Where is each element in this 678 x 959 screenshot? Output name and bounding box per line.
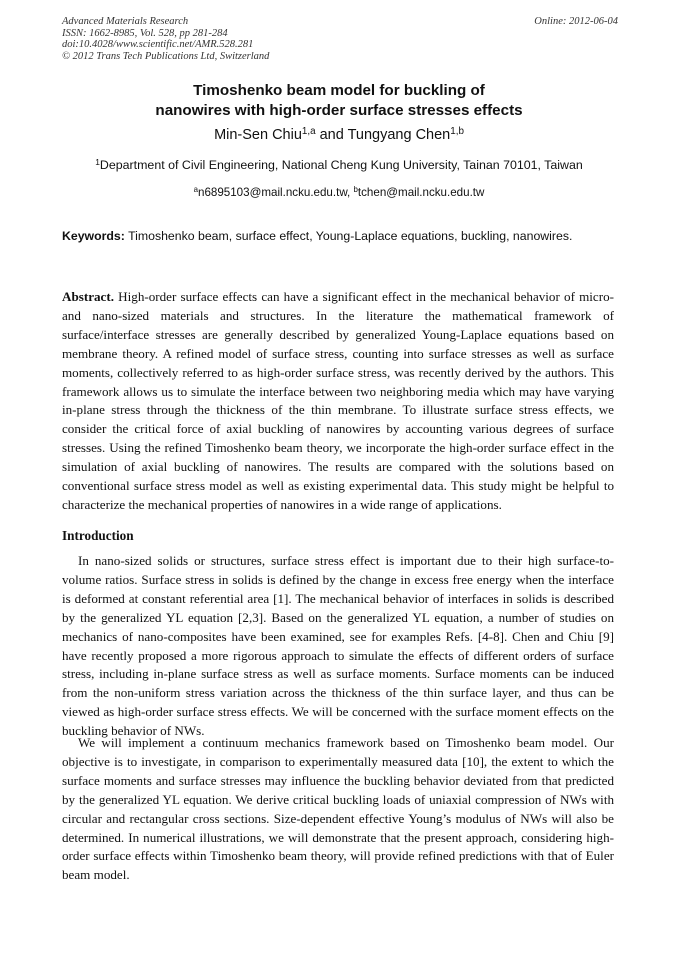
introduction-paragraph-1: In nano-sized solids or structures, surface stress effect is important due to their high surface-to-volume ratios. Surface stress in solids is defined by the change in excess free energy when the interface is deformed at constant referential area [1]. The mechanical behavior of interfaces in solids is described by the generalized YL equation [2,3]. Based on the generalized YL equation, a number of studies on mechanics of nano-composites have been examined, see for examples Refs. [4-8]. Chen and Chiu [9] have recently proposed a more rigorous approach to simulate the effects of different orders of surface stress, including in-plane surface stress as well as surface moments. Surface moments can be induced from the non-uniform stress variation across the thickness of the thin surface layer, and thus can be viewed as high-order surface stress effects. We will be concerned with the surface moment effects on the buckling behavior of NWs. [62, 553, 614, 739]
journal-doi[interactable]: doi:10.4028/www.scientific.net/AMR.528.281 [62, 39, 254, 50]
title-line-2: nanowires with high-order surface stresses effects [155, 102, 523, 119]
keywords [62, 229, 618, 243]
author-list [60, 127, 618, 143]
email-a[interactable]: n6895103@mail.ncku.edu.tw, [198, 186, 354, 199]
affiliation-mark: 1 [95, 156, 100, 167]
author-2: Tungyang Chen [347, 127, 451, 143]
author-2-affiliation-mark: 1,b [450, 126, 464, 138]
author-conjunction: and [315, 127, 348, 143]
online-date: Online: 2012-06-04 [534, 16, 618, 27]
journal-header [62, 16, 618, 62]
author-emails [60, 186, 618, 199]
affiliation [60, 158, 618, 172]
abstract [62, 288, 614, 515]
email-a-mark: a [193, 185, 198, 195]
keywords-text: Timoshenko beam, surface effect, Young-Laplace equations, buckling, nanowires. [124, 229, 573, 243]
journal-copyright: © 2012 Trans Tech Publications Ltd, Switzerland [62, 50, 270, 62]
paper-title [60, 81, 618, 121]
title-line-1: Timoshenko beam model for buckling of [193, 82, 485, 99]
affiliation-text: Department of Civil Engineering, National Cheng Kung University, Tainan 70101, Taiwan [99, 158, 583, 172]
email-b[interactable]: tchen@mail.ncku.edu.tw [357, 186, 485, 199]
introduction-heading: Introduction [62, 528, 134, 543]
journal-issn: ISSN: 1662-8985, Vol. 528, pp 281-284 [62, 27, 228, 39]
keywords-label: Keywords: [62, 229, 125, 243]
author-1: Min-Sen Chiu [214, 127, 302, 143]
abstract-label: Abstract. [62, 289, 114, 304]
introduction-paragraph-2: We will implement a continuum mechanics framework based on Timoshenko beam model. Our objective is to investigate, in comparison to experimentally measured data [10], the extent to which the surface moments and surface stresses may influence the buckling behavior deviated from that predicted by the generalized YL equation. We derive critical buckling loads of uniaxial compression of NWs with circular and rectangular cross sections. Size-dependent effective Young’s modulus of NWs will also be determined. In numerical illustrations, we will demonstrate that the present approach, considering high-order surface effects within Timoshenko beam theory, will provide refined predictions with that of Euler beam model. [62, 735, 614, 883]
author-1-affiliation-mark: 1,a [301, 126, 316, 138]
abstract-text: High-order surface effects can have a significant effect in the mechanical behavior of micro- and nano-sized materials and structures. In the literature the mathematical framework of surface/interface stresses are generally described by generalized Young-Laplace equations based on membrane theory. A refined model of surface stress, counting into surface stresses as well as surface moments, collectively referred to as high-order surface stress, was recently derived by the authors. This framework allows us to simulate the interface between two neighboring media which may have varying in-plane stress through the thickness of the thin membrane. To illustrate surface stress effects, we consider the critical force of axial buckling of nanowires by accounting various degrees of surface stresses. Using the refined Timoshenko beam theory, we incorporate the high-order surface effect in the simulation of axial buckling of nanowires. The results are compared with the solutions based on conventional surface stress model as well as existing experimental data. This study might be helpful to characterize the mechanical properties of nanowires in a wide range of applications. [62, 289, 614, 512]
email-b-mark: b [353, 185, 358, 195]
journal-name: Advanced Materials Research [62, 16, 189, 27]
